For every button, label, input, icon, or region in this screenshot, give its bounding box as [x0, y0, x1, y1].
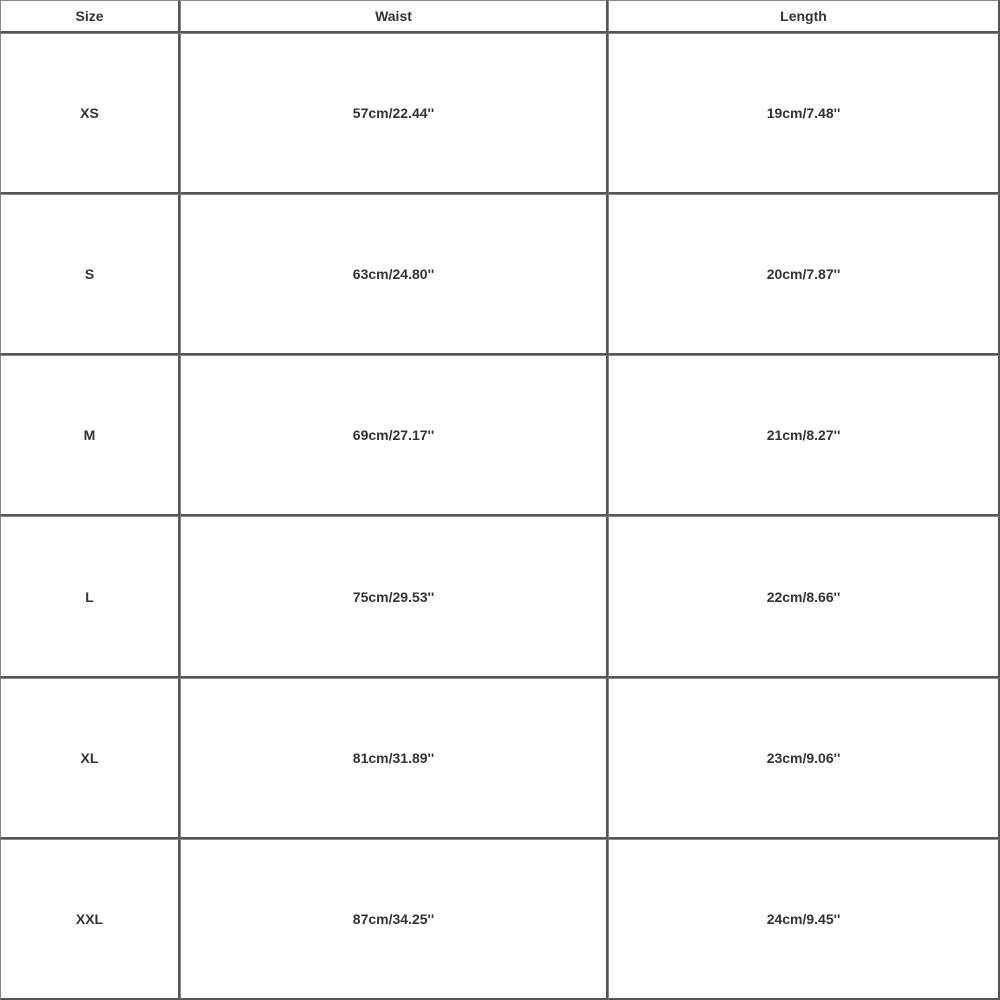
header-length: Length [608, 0, 1000, 33]
table-row [0, 355, 1000, 516]
cell-length: 19cm/7.48'' [608, 33, 1000, 194]
cell-waist: 57cm/22.44'' [180, 33, 608, 194]
cell-length: 20cm/7.87'' [608, 194, 1000, 355]
cell-length: 24cm/9.45'' [608, 839, 1000, 1000]
cell-size: XXL [0, 839, 180, 1000]
table-row [0, 33, 1000, 194]
table-header [0, 0, 1000, 33]
table-row [0, 516, 1000, 677]
header-size: Size [0, 0, 180, 33]
cell-size: M [0, 355, 180, 516]
cell-waist: 69cm/27.17'' [180, 355, 608, 516]
cell-size: S [0, 194, 180, 355]
cell-size: XL [0, 678, 180, 839]
table-row [0, 839, 1000, 1000]
cell-size: XS [0, 33, 180, 194]
table-body [0, 33, 1000, 1000]
cell-waist: 81cm/31.89'' [180, 678, 608, 839]
header-waist: Waist [180, 0, 608, 33]
table-row [0, 194, 1000, 355]
cell-waist: 75cm/29.53'' [180, 516, 608, 677]
cell-size: L [0, 516, 180, 677]
cell-waist: 87cm/34.25'' [180, 839, 608, 1000]
table-row [0, 678, 1000, 839]
cell-length: 23cm/9.06'' [608, 678, 1000, 839]
cell-length: 21cm/8.27'' [608, 355, 1000, 516]
cell-length: 22cm/8.66'' [608, 516, 1000, 677]
header-row [0, 0, 1000, 33]
cell-waist: 63cm/24.80'' [180, 194, 608, 355]
